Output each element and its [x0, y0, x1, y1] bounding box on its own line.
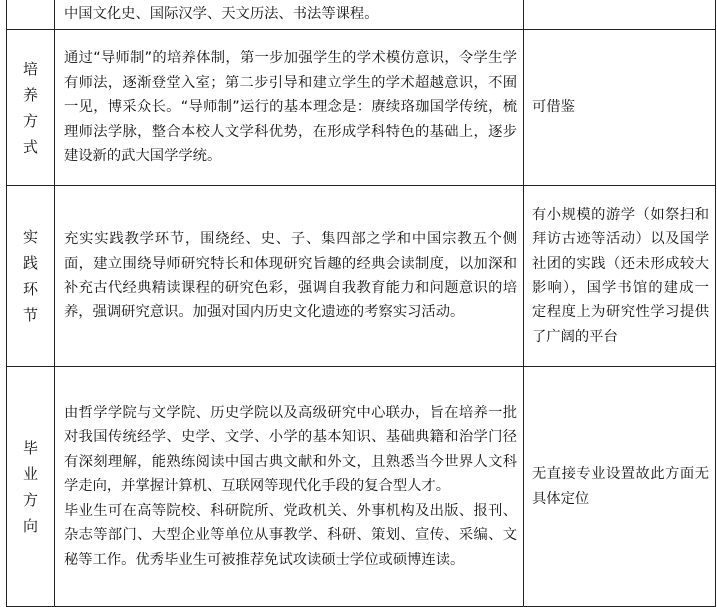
label-char: 方 — [22, 490, 38, 509]
table-row — [7, 367, 716, 607]
label-char: 向 — [22, 516, 38, 535]
row-label-cell — [7, 186, 55, 367]
label-char: 节 — [22, 306, 38, 324]
note-cell — [524, 186, 716, 367]
note-cell — [524, 30, 716, 186]
label-char: 式 — [22, 137, 38, 156]
label-char: 养 — [22, 85, 38, 104]
program-comparison-table — [6, 0, 716, 607]
course-cell — [55, 0, 524, 30]
note-cell — [524, 0, 716, 30]
note-text: 可借鉴 — [532, 99, 575, 116]
label-char: 培 — [22, 59, 38, 78]
note-text: 无直接专业设置故此方面无具体定位 — [532, 466, 709, 507]
label-char: 方 — [22, 111, 38, 130]
training-method-cell — [55, 30, 524, 186]
practice-cell — [55, 186, 524, 367]
note-cell — [524, 367, 716, 607]
label-char: 践 — [22, 254, 38, 272]
note-text: 有小规模的游学（如祭扫和拜访古迹等活动）以及国学社团的实践（还未形成较大影响），国学书馆的建成一定程度上为研究性学习提供了广阔的平台 — [532, 206, 709, 345]
course-text: 中国文化史、国际汉学、天文历法、书法等课程。 — [64, 6, 379, 23]
graduation-text-1: 由哲学学院与文学院、历史学院以及高级研究中心联办，旨在培养一批对我国传统经学、史学、文学、小学的基本知识、基础典籍和治学门径有深刻理解，能熟练阅读中国古典文献和外文，且熟悉当今世界人文科学走向，并掌握计算机、互联网等现代化手段的复合型人才。 — [64, 405, 517, 495]
training-method-text: 通过“导师制”的培养体制，第一步加强学生的学术模仿意识，令学生学有师法，逐渐登堂入室；第二步引导和建立学生的学术超越意识，不囿一见，博采众长。“导师制”运行的基本理念是：赓续珞珈国学传统，梳理师法学脉，整合本校人文学科优势，在形成学科特色的基础上，逐步建设新的武大国学学统。 — [64, 50, 517, 165]
graduation-cell — [55, 367, 524, 607]
row-label-cell — [7, 367, 55, 607]
table-row — [7, 0, 716, 30]
label-char: 业 — [22, 464, 38, 483]
practice-text: 充实实践教学环节，围绕经、史、子、集四部之学和中国宗教五个侧面，建立围绕导师研究特长和体现研究旨趣的经典会读制度，以加深和补充古代经典精读课程的研究色彩，强调自我教育能力和问题意识的培养，强调研究意识。加强对国内历史文化遗迹的考察实习活动。 — [64, 231, 517, 321]
row-label-cell — [7, 30, 55, 186]
row-label-cell — [7, 0, 55, 30]
graduation-text-2: 毕业生可在高等院校、科研院所、党政机关、外事机构及出版、报刊、杂志等部门、大型企业等单位从事教学、科研、策划、宣传、采编、文秘等工作。优秀毕业生可被推荐免试攻读硕士学位或硕博连读。 — [64, 502, 517, 568]
table-row — [7, 186, 716, 367]
table-row — [7, 30, 716, 186]
label-char: 环 — [22, 280, 38, 298]
label-char: 实 — [22, 228, 38, 246]
label-char: 毕 — [22, 438, 38, 457]
